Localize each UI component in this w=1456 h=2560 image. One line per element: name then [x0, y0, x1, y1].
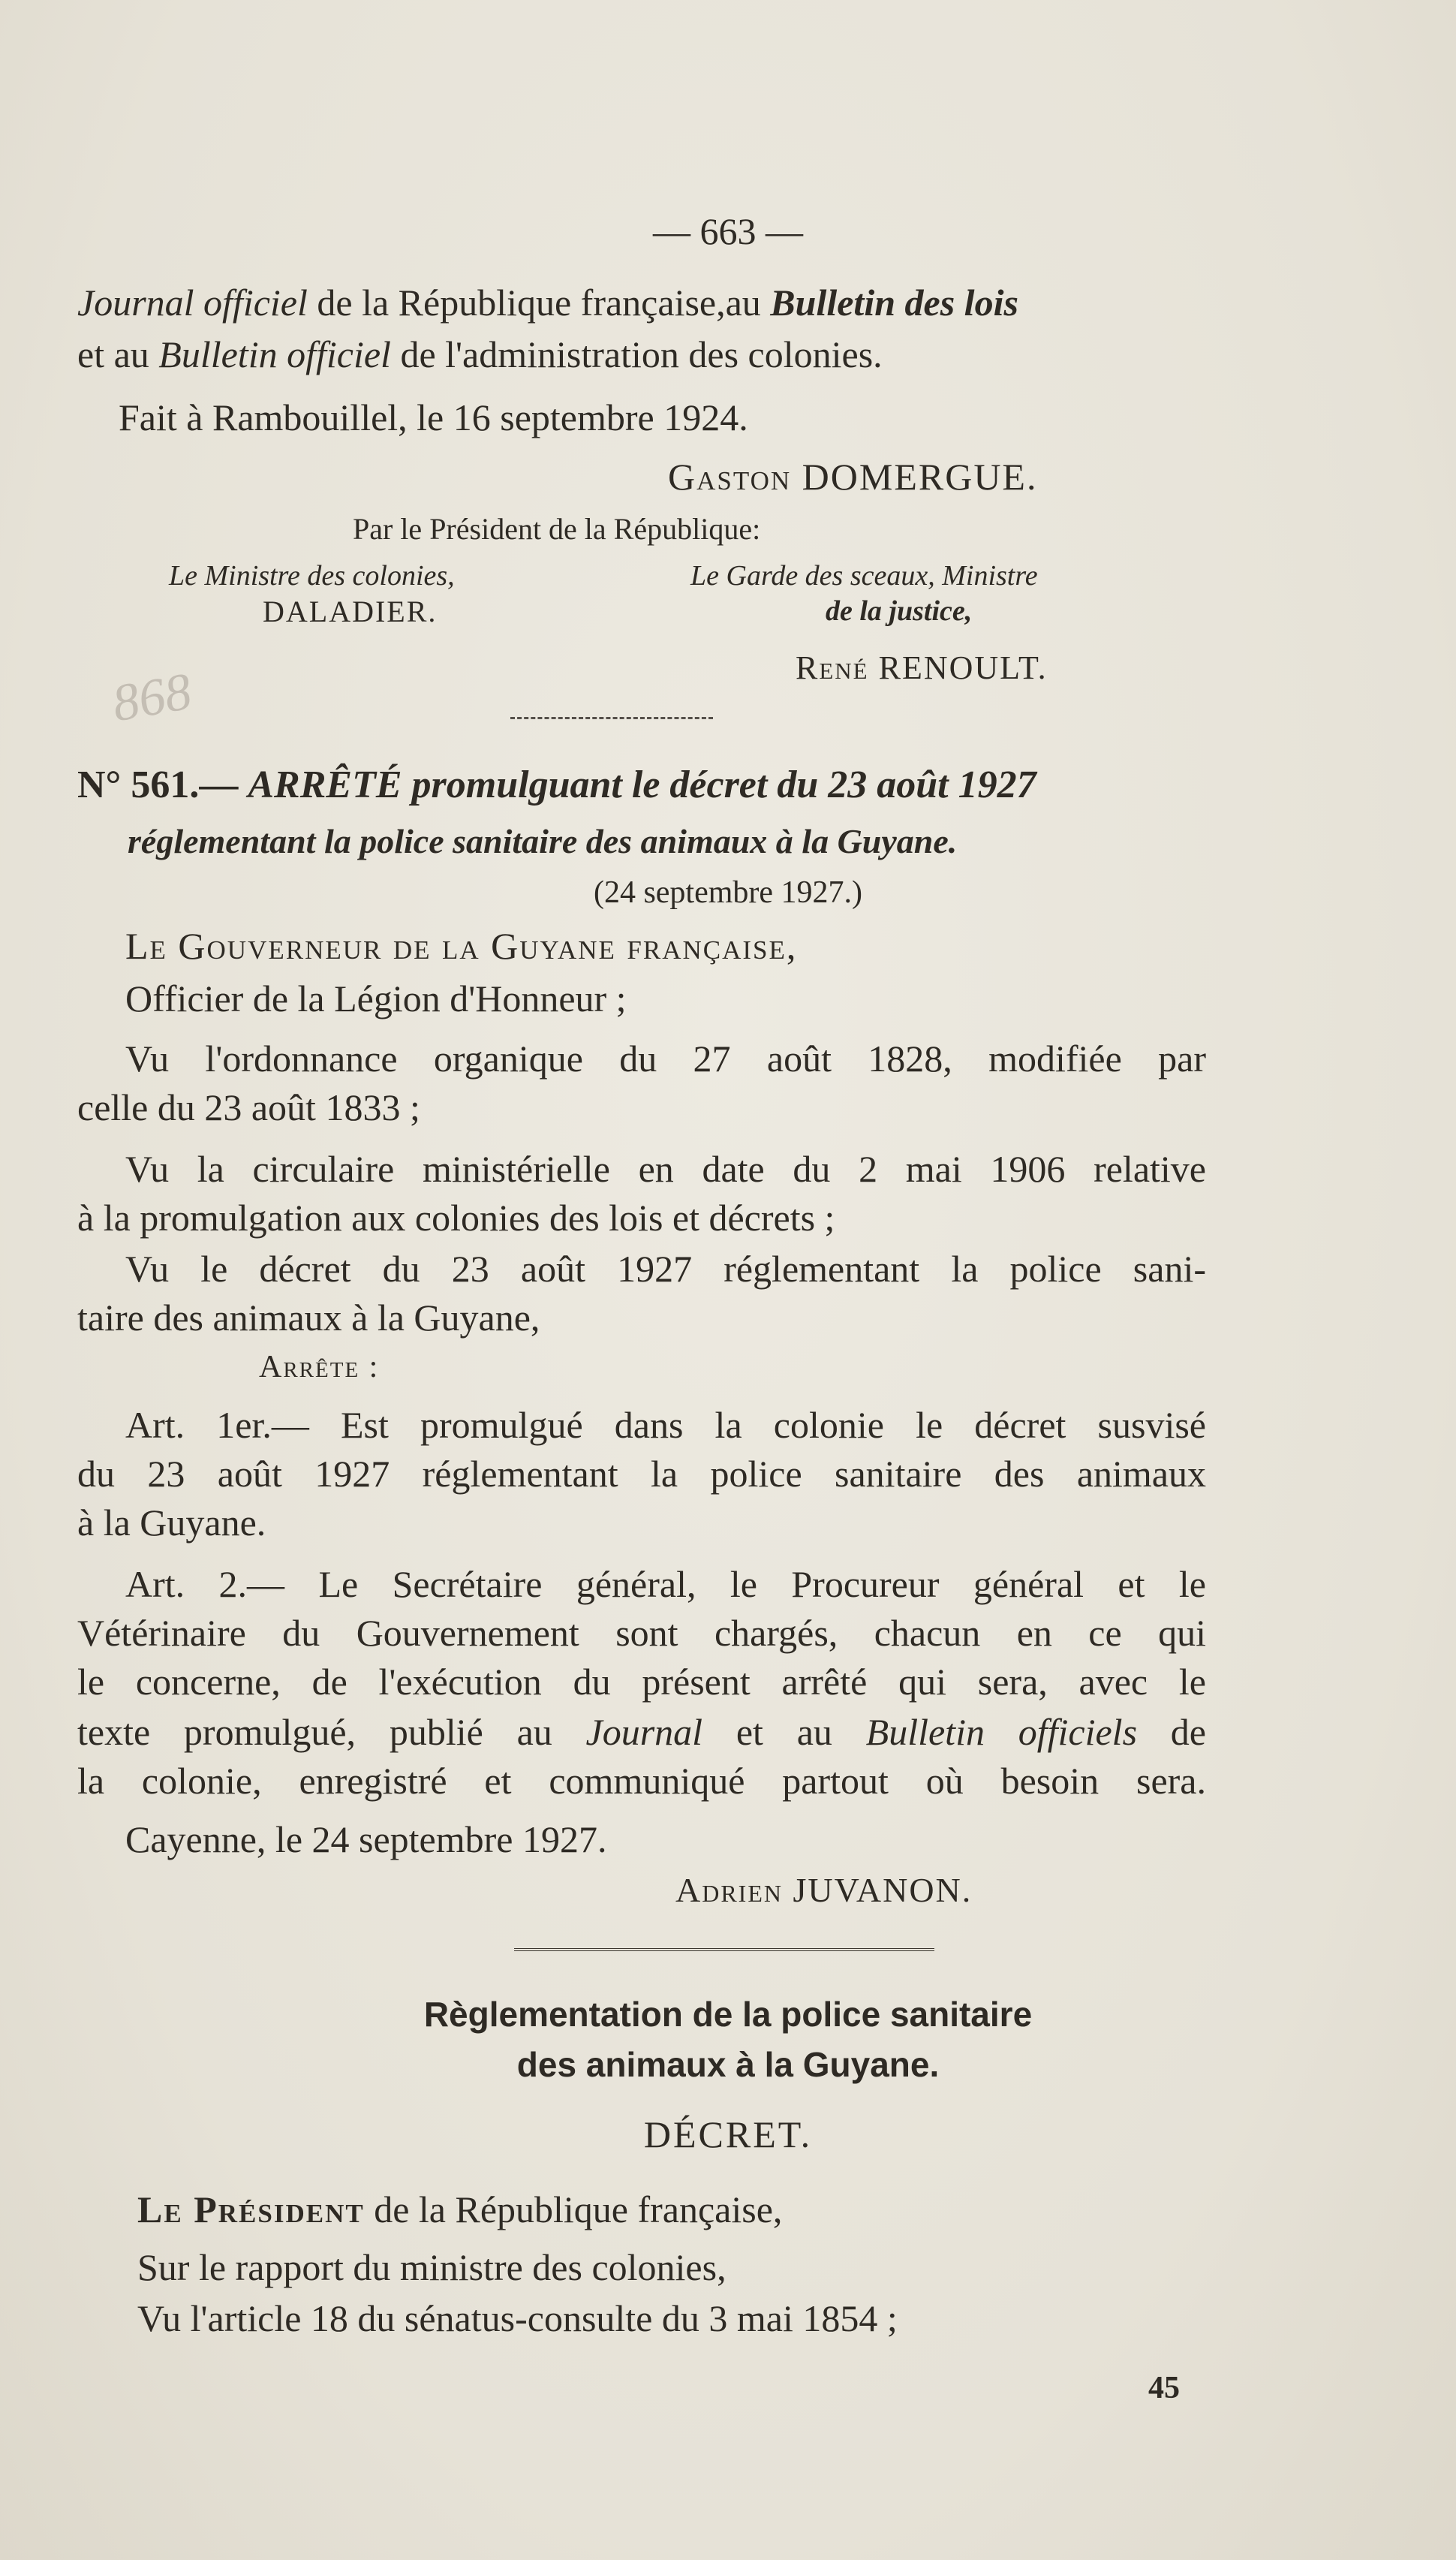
bulletin-officiel-ref: Bulletin officiel: [158, 333, 391, 375]
arrete-vu-1-cont: celle du 23 août 1833 ;: [77, 1086, 420, 1128]
garde-sceaux-title: Le Garde des sceaux, Ministre: [690, 560, 1038, 592]
section-separator: [514, 1948, 934, 1951]
signature-mark: 45: [1148, 2371, 1180, 2405]
garde-sceaux-title-2: de la justice,: [826, 595, 973, 627]
arrete-date: (24 septembre 1927.): [593, 875, 863, 910]
governor-signature: Adrien JUVANON.: [675, 1871, 973, 1909]
decret-line-1-text: de la République française,: [374, 2188, 783, 2230]
arrete-title-line-2: réglementant la police sanitaire des animaux à la Guyane.: [128, 822, 958, 860]
article-1-line-2: du 23 août 1927 réglementant la police sanitaire des animaux: [77, 1453, 1206, 1495]
fait-a-rambouillet: Fait à Rambouillel, le 16 septembre 1924.: [119, 396, 748, 438]
arrete-line-officier: Officier de la Légion d'Honneur ;: [125, 977, 627, 1019]
arrete-vu-1: Vu l'ordonnance organique du 27 août 1828, modifiée par: [125, 1038, 1206, 1080]
article-2-line-4-b: et au: [736, 1711, 832, 1753]
arrete-vu-3-cont: taire des animaux à la Guyane,: [77, 1297, 540, 1339]
header-line-1: [77, 282, 1018, 324]
par-le-president: Par le Président de la République:: [353, 512, 761, 546]
arrete-vu-2: Vu la circulaire ministérielle en date du 2 mai 1906 relative: [125, 1148, 1206, 1190]
gouverneur-text: Le Gouverneur de la Guyane française,: [125, 925, 798, 967]
article-1-line-1: Art. 1er.— Est promulgué dans la colonie le décret susvisé: [125, 1404, 1206, 1446]
section-heading-line-1: Règlementation de la police sanitaire: [423, 1995, 1033, 2034]
handwritten-mark: 868: [108, 662, 196, 733]
decret-line-2: Sur le rapport du ministre des colonies,: [137, 2246, 726, 2288]
ministre-colonies-title: Le Ministre des colonies,: [169, 560, 455, 592]
article-2-line-4-c: de: [1170, 1711, 1206, 1753]
arrete-number: N° 561.—: [77, 763, 239, 806]
page-number: — 663 —: [653, 210, 803, 252]
arrete-vu-2-cont: à la promulgation aux colonies des lois et décrets ;: [77, 1197, 835, 1239]
ministre-colonies-name: DALADIER.: [263, 595, 438, 628]
bulletin-officiels-ref: Bulletin officiels: [865, 1711, 1138, 1753]
article-2-line-1: Art. 2.— Le Secrétaire général, le Procureur général et le: [125, 1563, 1206, 1605]
decret-heading: DÉCRET.: [643, 2113, 813, 2155]
header-line-2-text-a: et au: [77, 333, 149, 375]
article-1-line-3: à la Guyane.: [77, 1501, 266, 1544]
separator-dashed: [510, 717, 713, 719]
garde-sceaux-name: René RENOULT.: [796, 649, 1048, 686]
arrete-title-line-1: [77, 763, 1036, 806]
journal-ref: Journal: [585, 1711, 703, 1753]
article-2-line-4-a: texte promulgué, publié au: [77, 1711, 552, 1753]
bulletin-des-lois-ref: Bulletin des lois: [770, 282, 1018, 324]
decret-line-3: Vu l'article 18 du sénatus-consulte du 3 mai 1854 ;: [137, 2297, 898, 2339]
header-line-1-text: de la République française,au: [317, 282, 761, 324]
article-2-line-4: [77, 1713, 1206, 1751]
header-line-2: [77, 333, 883, 375]
article-2-line-3: le concerne, de l'exécution du présent arrêté qui sera, avec le: [77, 1661, 1206, 1703]
le-president-label: Le Président: [137, 2188, 365, 2230]
article-2-line-2: Vétérinaire du Gouvernement sont chargés, chacun en ce qui: [77, 1612, 1206, 1654]
journal-officiel-ref: Journal officiel: [77, 282, 308, 324]
arrete-word: Arrête :: [259, 1350, 380, 1384]
cayenne-date: Cayenne, le 24 septembre 1927.: [125, 1818, 607, 1860]
president-signature: Gaston DOMERGUE.: [668, 456, 1038, 498]
arrete-line-gouverneur: [125, 927, 797, 965]
header-line-2-text-b: de l'administration des colonies.: [400, 333, 883, 375]
article-2-line-5: la colonie, enregistré et communiqué partout où besoin sera.: [77, 1760, 1206, 1802]
decret-line-1: [137, 2188, 783, 2230]
section-heading-line-2: des animaux à la Guyane.: [516, 2045, 940, 2084]
arrete-title-1: ARRÊTÉ promulguant le décret du 23 août 1927: [248, 763, 1036, 806]
arrete-vu-3: Vu le décret du 23 août 1927 réglementant la police sani-: [125, 1248, 1206, 1290]
